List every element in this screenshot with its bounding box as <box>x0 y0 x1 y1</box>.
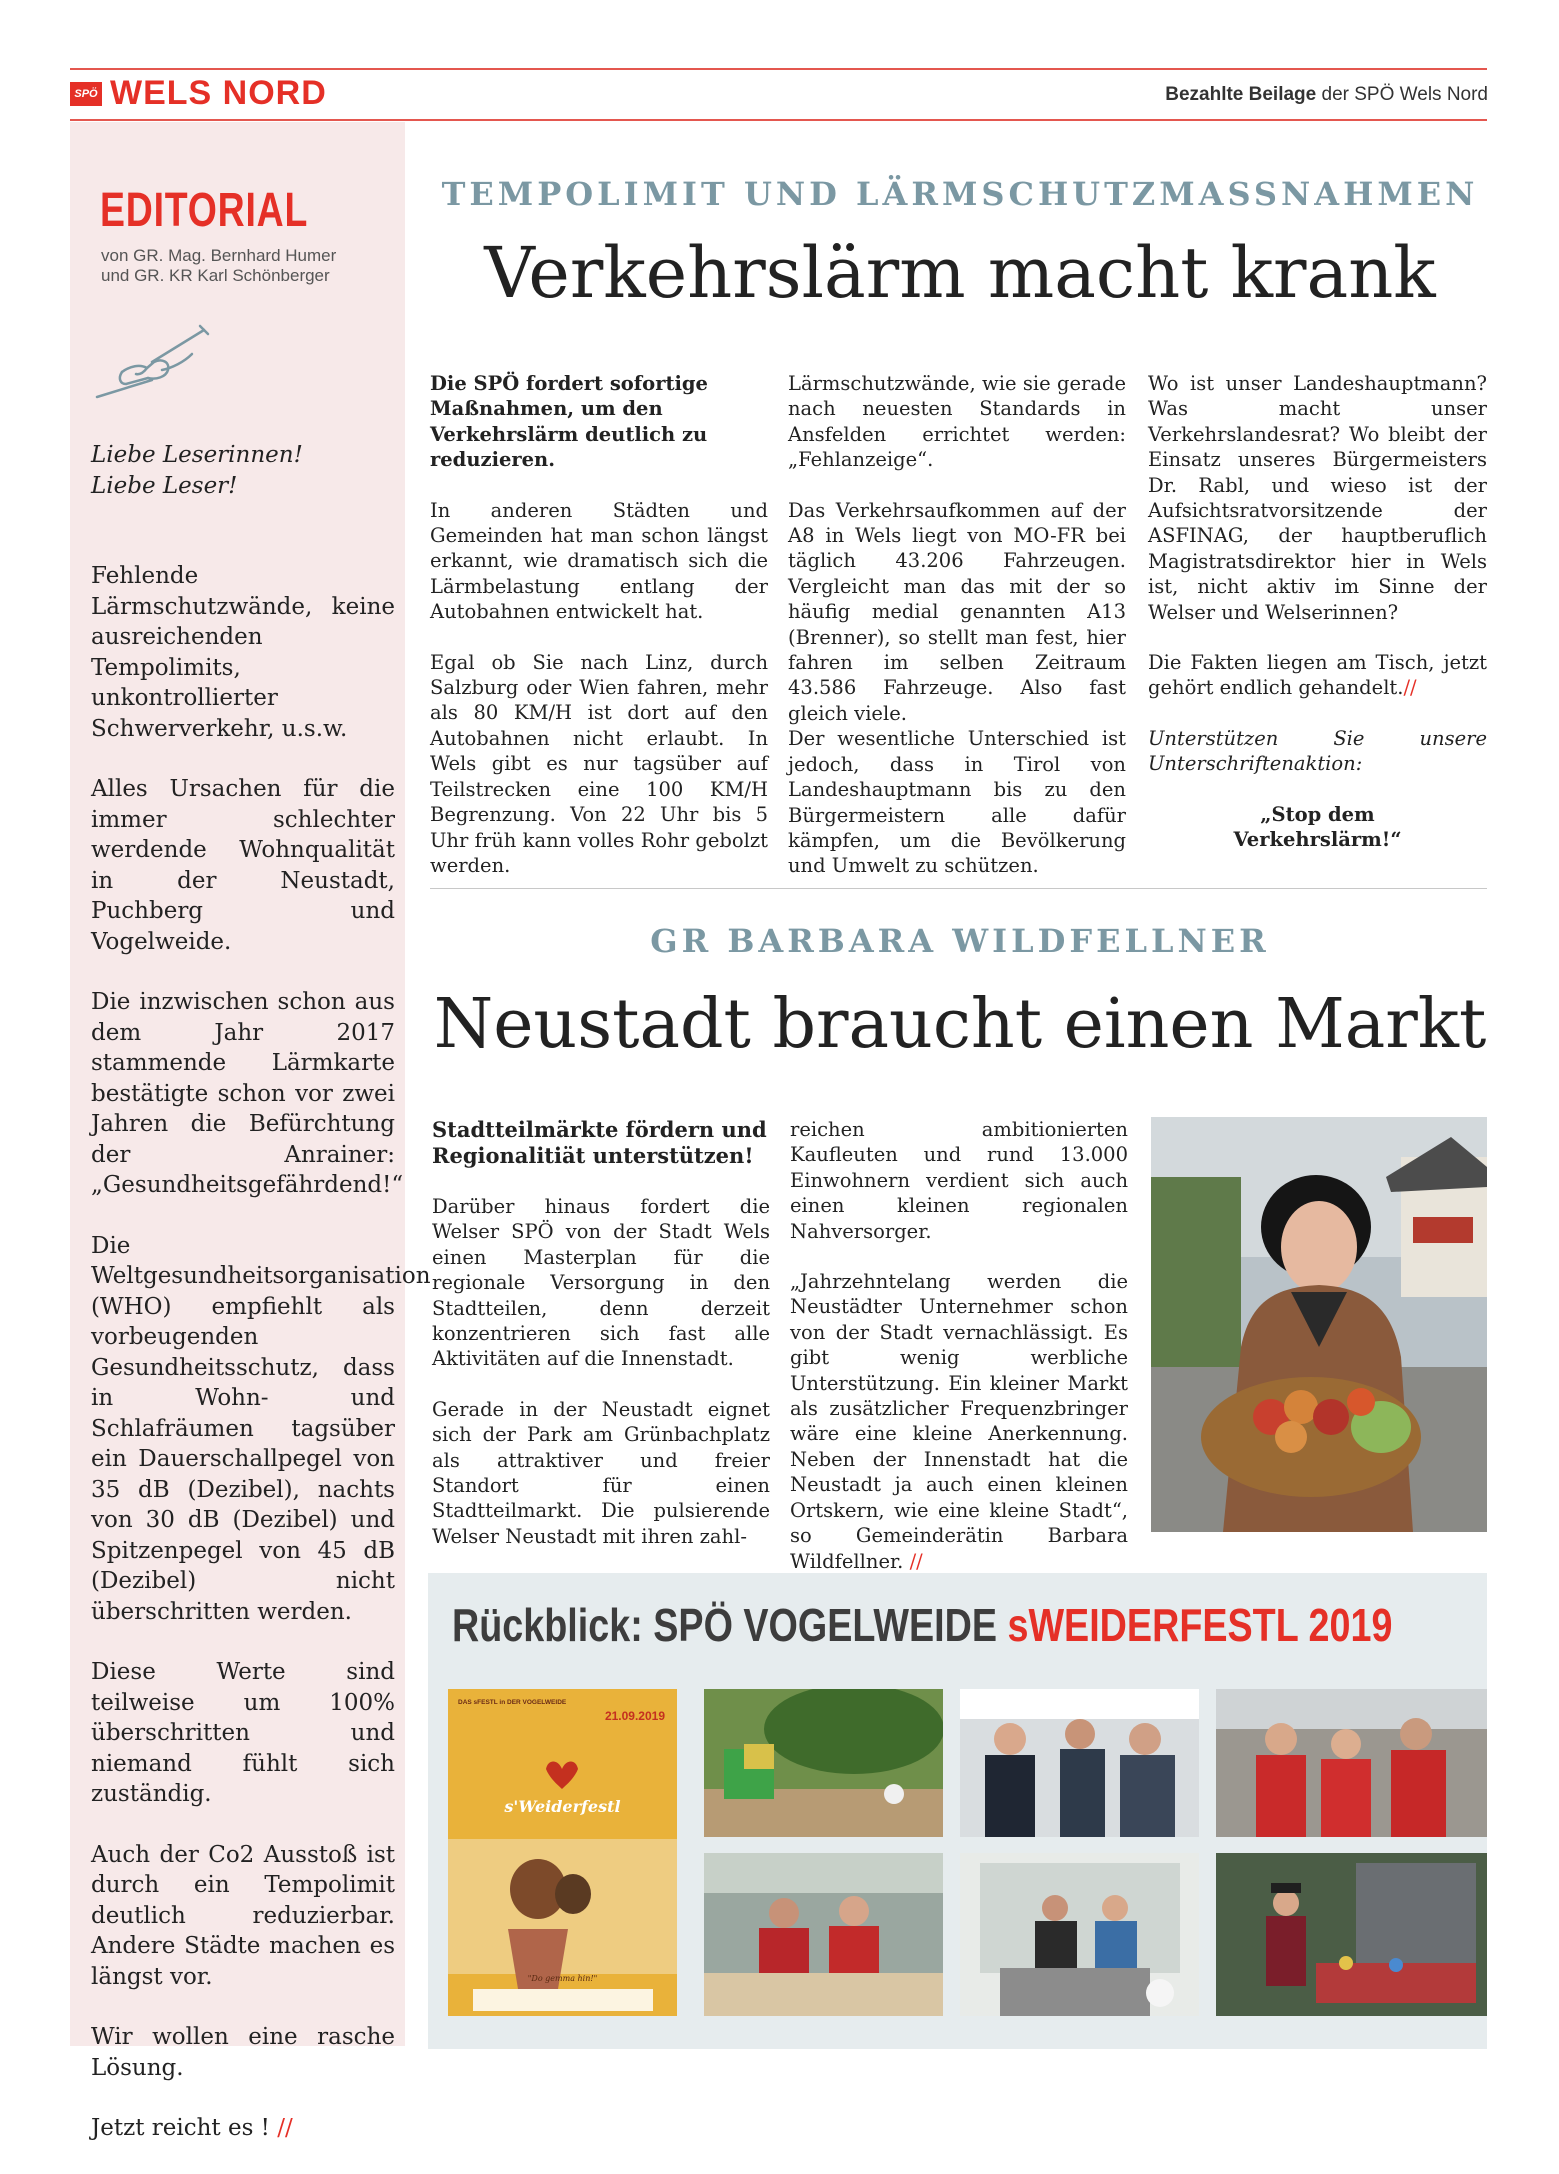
article2-paragraph: „Jahrzehntelang werden die Neustädter Unternehmer schon von der Stadt vernachlässigt. Es gibt wenig werbliche Unterstützung. Ein kleiner Markt als zusätzlicher Frequenzbringer wäre eine kleine Anerkennung. Neben der Innenstadt hat die Neustadt ja auch einen kleinen Ortskern, wie eine kleine Stadt“, so Gemeinderätin Barbara Wildfellner. <box>790 1270 1128 1573</box>
editorial-paragraph: Diese Werte sind teilweise um 100% überschritten und niemand fühlt sich zuständig. <box>91 1659 395 1807</box>
header-bottom-rule <box>70 119 1487 121</box>
end-slash: // <box>909 1549 923 1573</box>
editorial-title: EDITORIAL <box>100 184 309 237</box>
editorial-paragraph: Fehlende Lärmschutzwände, keine ausreichenden Tempolimits, unkontrollierter Schwerverkehr, u.s.w. <box>91 563 395 742</box>
article2-paragraph: Darüber hinaus fordert die Welser SPÖ von der Stadt Wels einen Masterplan für die regionale Versorgung in den Stadtteilen, denn derzeit konzentrieren sich fast alle Aktivitäten auf die Innenstadt. <box>432 1195 770 1371</box>
article1-paragraph: Wo ist unser Landeshauptmann? Was macht unser Verkehrslandesrat? Wo bleibt der Einsatz unseres Bürgermeisters Dr. Rabl, und wieso ist der Aufsichtsratvorsitzende der ASFINAG, der hauptberuflich Magistratsdirektor hier in Wels ist, nicht aktiv im Sinne der Welser und Welserinnen? <box>1148 372 1487 624</box>
article2-paragraph: reichen ambitionierten Kaufleuten und rund 13.000 Einwohnern verdient sich auch einen kleinen regionalen Nahversorger. <box>790 1118 1128 1243</box>
header-note <box>1165 84 1488 106</box>
article2-paragraph: Gerade in der Neustadt eignet sich der Park am Grünbachplatz als attraktiver und freier Standort für einen Stadtteilmarkt. Die pulsierende Welser Neustadt mit ihren zahl- <box>432 1397 770 1548</box>
article1-paragraph: Egal ob Sie nach Linz, durch Salzburg oder Wien fahren, mehr als 80 KM/H ist dort auf den Autobahnen nicht erlaubt. In Wels gibt es nur tagsüber auf Teilstrecken eine 100 KM/H Begrenzung. Von 22 Uhr bis 5 Uhr früh kann volles Rohr gebolzt werden. <box>430 650 768 877</box>
rueckblick-colon: : <box>630 1599 654 1651</box>
writing-hand-icon <box>92 322 217 402</box>
end-slash: // <box>1403 676 1417 700</box>
header-top-rule <box>70 68 1487 70</box>
rueckblick-title <box>452 1598 1392 1652</box>
portrait-photo <box>1151 1117 1487 1532</box>
authors-line-1: von GR. Mag. Bernhard Humer <box>101 246 337 265</box>
header-title: WELS NORD <box>110 74 327 112</box>
editorial-paragraph: Die inzwischen schon aus dem Jahr 2017 stammende Lärmkarte bestätigte schon vor zwei Jahren die Befürchtung der Anrainer: „Gesundheitsgefährdend!“ <box>91 989 404 1198</box>
article2-lead: Stadtteilmärkte fördern und Regionalitiät unterstützen! <box>432 1117 767 1168</box>
editorial-paragraph: Auch der Co2 Ausstoß ist durch ein Tempolimit deutlich reduzierbar. Andere Städte machen es längst vor. <box>91 1841 395 1990</box>
editorial-closing: Jetzt reicht es ! <box>91 2115 270 2141</box>
rueckblick-org: SPÖ VOGELWEIDE <box>653 1599 1008 1651</box>
header-note-rest: der SPÖ Wels Nord <box>1316 84 1488 105</box>
editorial-paragraph: Wir wollen eine rasche Lösung. <box>91 2024 395 2081</box>
article1-paragraph: Der wesentliche Unterschied ist jedoch, dass in Tirol von Landeshauptmann bis zu den Bürgermeistern alle dafür kämpfen, um die Bevölkerung und Umwelt zu schützen. <box>788 727 1126 878</box>
article1-column-1 <box>430 371 768 903</box>
rueckblick-event: sWEIDERFESTL 2019 <box>1007 1599 1393 1651</box>
end-slash: // <box>277 2115 293 2141</box>
header-note-bold: Bezahlte Beilage <box>1165 84 1317 105</box>
authors-line-2: und GR. KR Karl Schönberger <box>101 266 330 285</box>
festival-photo <box>960 1689 1199 1837</box>
article2-title: Neustadt braucht einen Markt <box>433 985 1487 1064</box>
article2-column-2 <box>790 1117 1128 1599</box>
greeting-1: Liebe Leserinnen! <box>91 442 303 468</box>
poster-event-name: s'Weiderfestl <box>504 1797 621 1816</box>
article1-paragraph: Lärmschutzwände, wie sie gerade nach neuesten Standards in Ansfelden errichtet werden: „Fehlanzeige“. <box>788 372 1126 472</box>
campaign-slogan-line-1: „Stop dem <box>1260 802 1375 826</box>
campaign-slogan-line-2: Verkehrslärm!“ <box>1233 828 1402 852</box>
article1-lead: Die SPÖ fordert sofortige Maßnahmen, um den Verkehrslärm deutlich zu reduzieren. <box>430 372 708 472</box>
section-divider <box>430 888 1487 889</box>
editorial-body <box>91 440 431 2174</box>
greeting-2: Liebe Leser! <box>91 472 238 499</box>
article1-column-3 <box>1148 371 1487 878</box>
festival-photo <box>960 1853 1199 2016</box>
rueckblick-label: Rückblick <box>452 1599 631 1651</box>
poster-motto: "Do gemma hin!" <box>527 1974 598 1983</box>
editorial-paragraph: Die Weltgesundheitsorganisation (WHO) empfiehlt als vorbeugenden Gesundheitsschutz, dass in Wohn- und Schlafräumen tagsüber ein Dauerschallpegel von 35 dB (Dezibel), nachts von 30 dB (Dezibel) und Spitzenpegel von 45 dB (Dezibel) nicht überschritten werden. <box>91 1232 431 1625</box>
poster-heart-icon <box>546 1762 578 1790</box>
spo-logo: SPÖ <box>70 82 102 106</box>
festival-photo <box>1216 1853 1487 2016</box>
editorial-paragraph: Alles Ursachen für die immer schlechter werdende Wohnqualität in der Neustadt, Puchberg und Vogelweide. <box>91 776 395 955</box>
festival-photo <box>704 1853 943 2016</box>
article1-column-2 <box>788 371 1126 904</box>
article2-kicker: GR BARBARA WILDFELLNER <box>650 922 1270 960</box>
article1-call-to-action: Unterstützen Sie unsere Unterschriftenaktion: <box>1148 726 1487 776</box>
article1-paragraph: In anderen Städten und Gemeinden hat man schon längst erkannt, wie dramatisch sich die Lärmbelastung entlang der Autobahnen entwickelt hat. <box>430 498 768 624</box>
editorial-authors <box>101 246 391 286</box>
article1-title: Verkehrslärm macht krank <box>484 232 1436 314</box>
festival-photo <box>704 1689 943 1837</box>
event-poster <box>448 1689 677 2016</box>
poster-top-text: DAS sFESTL in DER VOGELWEIDE <box>458 1699 567 1706</box>
article1-kicker: TEMPOLIMIT UND LÄRMSCHUTZMASSNAHMEN <box>441 175 1479 213</box>
article2-column-1 <box>432 1117 770 1574</box>
article1-paragraph: Die Fakten liegen am Tisch, jetzt gehört endlich gehandelt. <box>1148 651 1487 700</box>
poster-date: 21.09.2019 <box>604 1709 665 1723</box>
festival-photo <box>1216 1689 1487 1837</box>
article1-paragraph: Das Verkehrsaufkommen auf der A8 in Wels liegt von MO-FR bei täglich 43.206 Fahrzeugen. Vergleicht man das mit der so häufig medial genannten A13 (Brenner), so stellt man fest, hier fahren im selben Zeitraum 43.586 Fahrzeuge. Also fast gleich viele. <box>788 498 1126 725</box>
